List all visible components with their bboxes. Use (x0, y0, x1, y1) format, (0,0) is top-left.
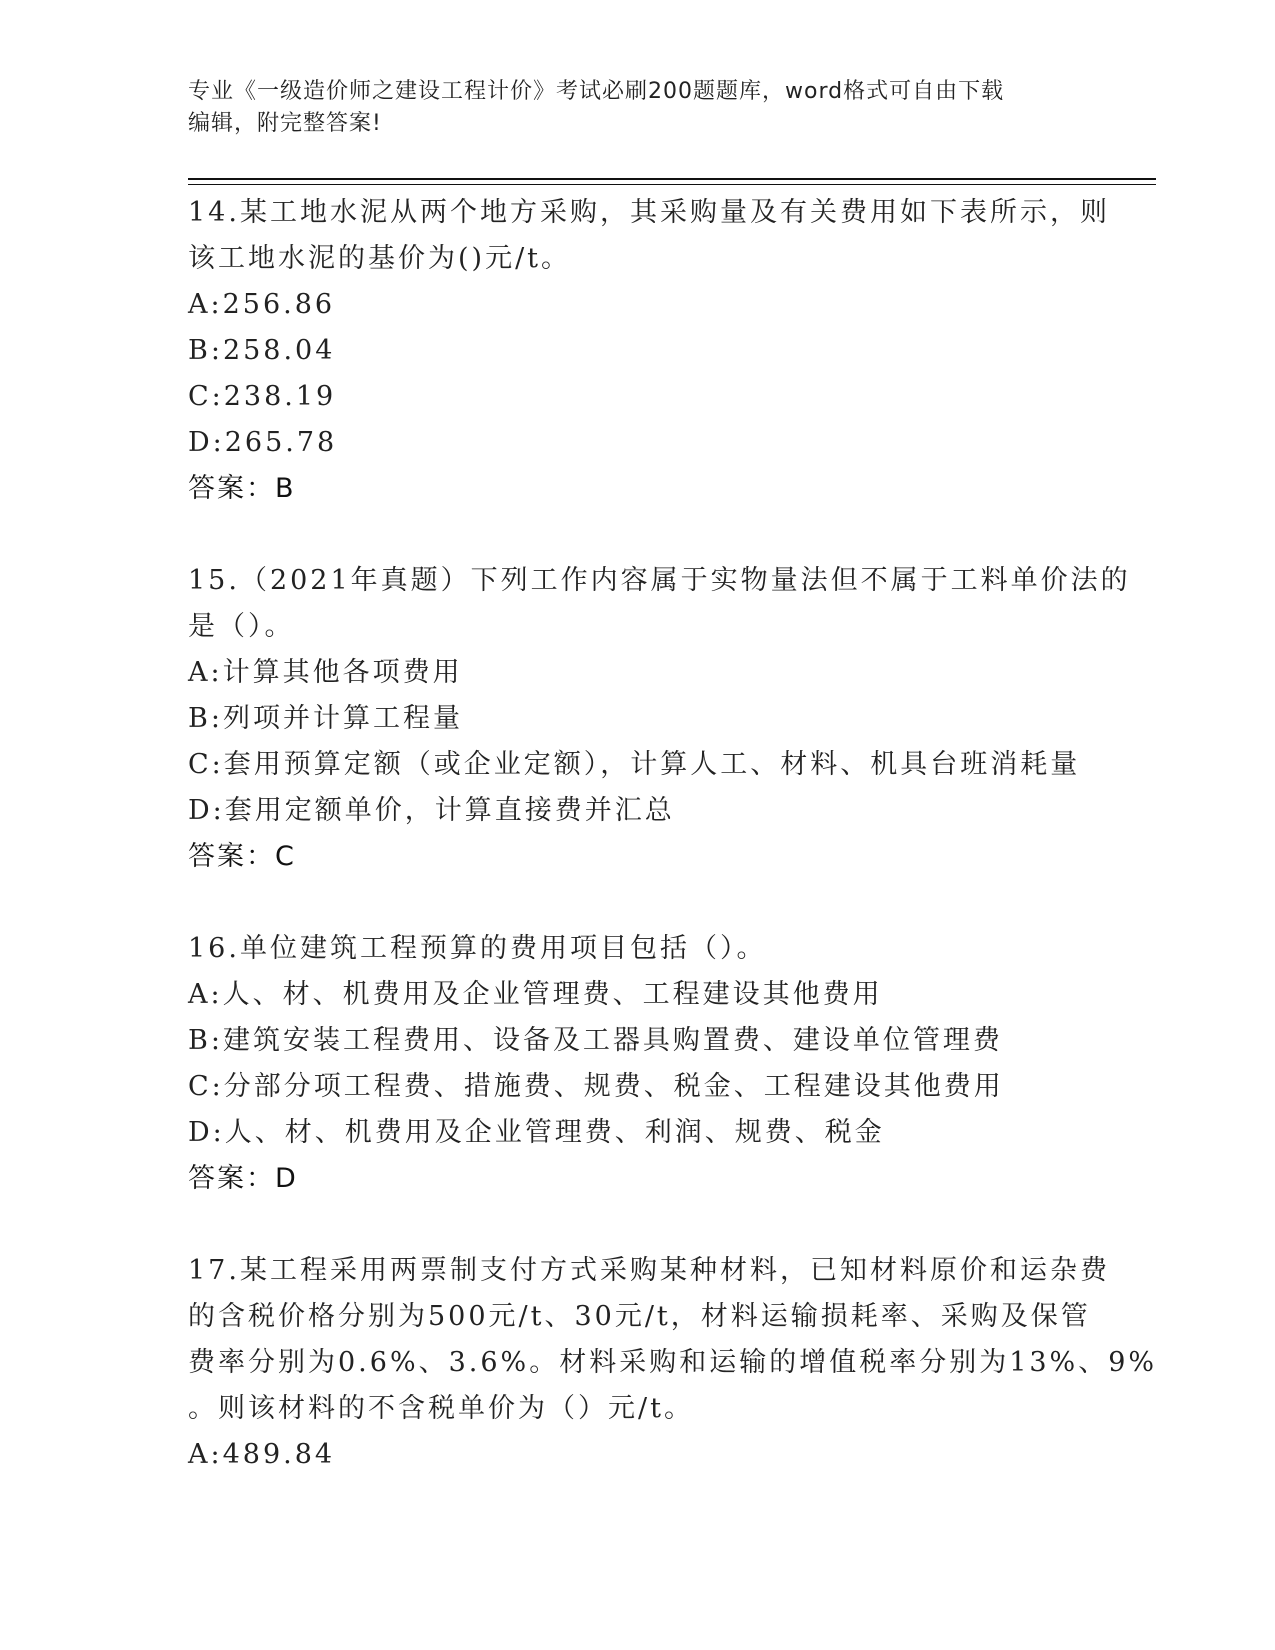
question-14 (188, 190, 1110, 512)
question-stem-line: 。则该材料的不含税单价为（）元/t。 (188, 1393, 694, 1424)
question-list (188, 190, 1158, 1478)
option-d: D:套用定额单价，计算直接费并汇总 (188, 795, 675, 826)
answer-label: 答案：C (188, 841, 296, 872)
answer-label: 答案：D (188, 1163, 298, 1194)
question-stem-line: 费率分别为0.6%、3.6%。材料采购和运输的增值税率分别为13%、9% (188, 1347, 1158, 1378)
answer-label: 答案：B (188, 473, 296, 504)
header-rule-thick (188, 178, 1156, 180)
question-stem-line: 该工地水泥的基价为()元/t。 (188, 243, 572, 274)
spacer (188, 880, 1088, 926)
option-c: C:238.19 (188, 381, 337, 412)
header-line-2: 编辑，附完整答案! (188, 111, 382, 136)
option-c: C:分部分项工程费、措施费、规费、税金、工程建设其他费用 (188, 1071, 1004, 1102)
option-a: A:256.86 (188, 289, 336, 320)
question-16 (188, 926, 1088, 1202)
question-stem-line: 的含税价格分别为500元/t、30元/t，材料运输损耗率、采购及保管 (188, 1301, 1091, 1332)
option-b: B:列项并计算工程量 (188, 703, 463, 734)
option-d: D:人、材、机费用及企业管理费、利润、规费、税金 (188, 1117, 885, 1148)
option-a: A:489.84 (188, 1439, 336, 1470)
question-stem-line: 16.单位建筑工程预算的费用项目包括（）。 (188, 933, 767, 964)
question-17 (188, 1248, 1158, 1478)
question-stem-line: 17.某工程采用两票制支付方式采购某种材料，已知材料原价和运杂费 (188, 1255, 1110, 1286)
option-a: A:人、材、机费用及企业管理费、工程建设其他费用 (188, 979, 883, 1010)
header-line-1: 专业《一级造价师之建设工程计价》考试必刷200题题库，word格式可自由下载 (188, 79, 1005, 104)
question-stem-line: 14.某工地水泥从两个地方采购，其采购量及有关费用如下表所示，则 (188, 197, 1110, 228)
spacer (188, 512, 1088, 558)
option-b: B:建筑安装工程费用、设备及工器具购置费、建设单位管理费 (188, 1025, 1003, 1056)
option-a: A:计算其他各项费用 (188, 657, 463, 688)
header-rule-thin (188, 184, 1156, 185)
question-stem-line: 是（）。 (188, 611, 295, 642)
question-stem-line: 15.（2021年真题）下列工作内容属于实物量法但不属于工料单价法的 (188, 565, 1131, 596)
option-b: B:258.04 (188, 335, 336, 366)
option-d: D:265.78 (188, 427, 338, 458)
document-header (188, 76, 1088, 140)
question-15 (188, 558, 1131, 880)
spacer (188, 1202, 1088, 1248)
option-c: C:套用预算定额（或企业定额），计算人工、材料、机具台班消耗量 (188, 749, 1081, 780)
